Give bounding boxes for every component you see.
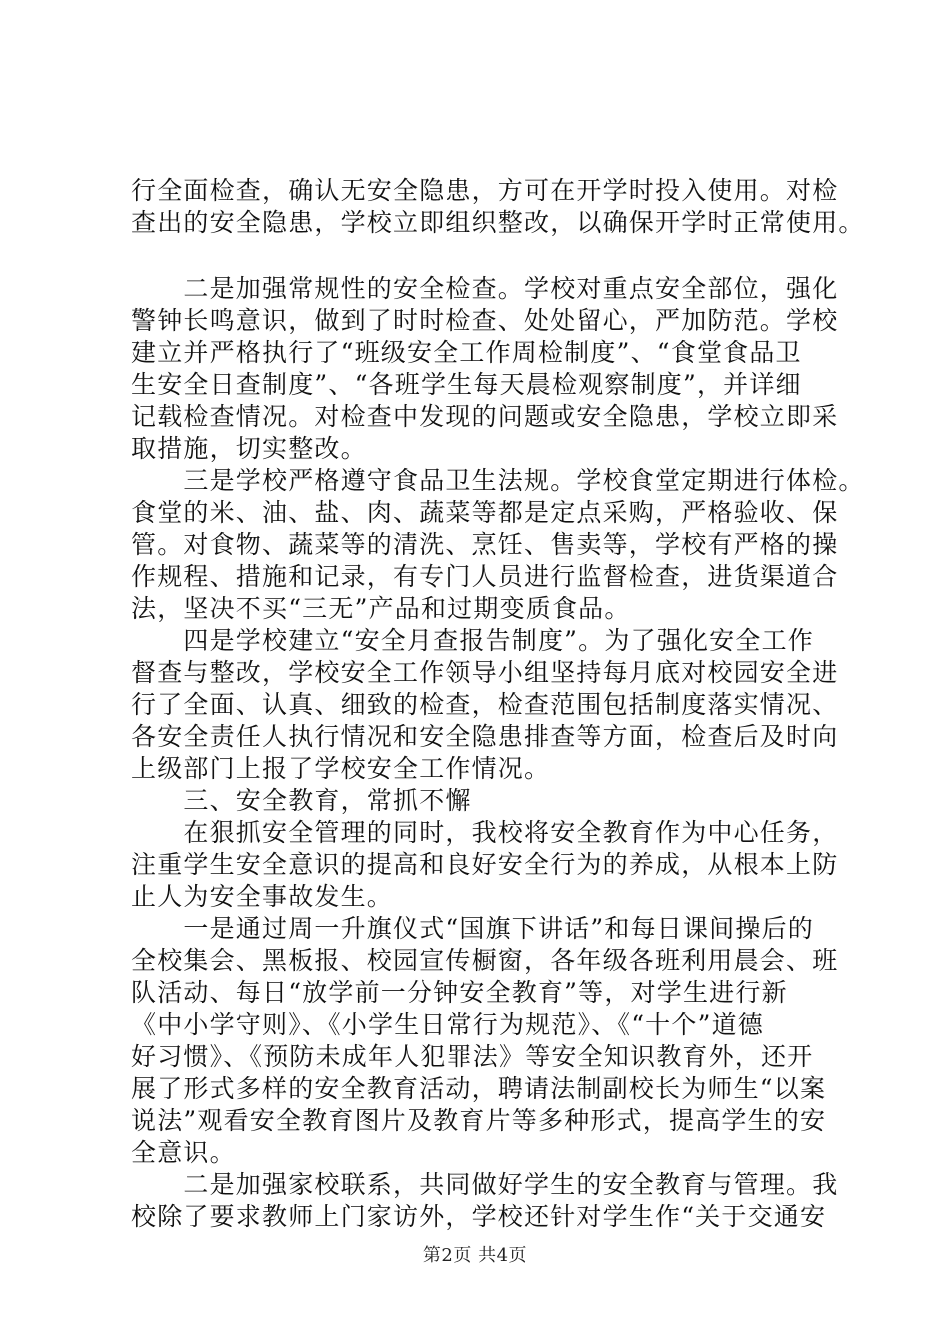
paragraph (131, 913, 839, 1169)
paragraph (131, 785, 831, 817)
document-body (131, 175, 865, 1233)
text-line: 一是通过周一升旗仪式“国旗下讲话”和每日课间操后的 (131, 914, 814, 943)
text-line: 记载检查情况。对检查中发现的问题或安全隐患，学校立即采 (131, 402, 839, 431)
text-line: 展了形式多样的安全教育活动，聘请法制副校长为师生“以案 (131, 1074, 827, 1103)
paragraph (131, 175, 865, 239)
text-line: 作规程、措施和记录，有专门人员进行监督检查，进货渠道合 (131, 562, 839, 591)
text-line: 二是加强家校联系，共同做好学生的安全教育与管理。我 (131, 1170, 839, 1199)
page-footer: 第2页 共4页 (422, 1245, 528, 1266)
text-line: 说法”观看安全教育图片及教育片等多种形式，提高学生的安 (131, 1106, 827, 1135)
text-line: 行全面检查，确认无安全隐患，方可在开学时投入使用。对检 (131, 176, 839, 205)
text-line: 建立并严格执行了“班级安全工作周检制度”、“食堂食品卫 (131, 338, 802, 367)
text-line: 校除了要求教师上门家访外，学校还针对学生作“关于交通安 (131, 1202, 827, 1231)
text-line: 法，坚决不买“三无”产品和过期变质食品。 (131, 594, 631, 623)
text-line: 止人为安全事故发生。 (131, 882, 394, 911)
paragraph (131, 625, 839, 785)
text-line: 在狠抓安全管理的同时，我校将安全教育作为中心任务， (131, 818, 839, 847)
paragraph-gap (131, 239, 831, 273)
text-line: 注重学生安全意识的提高和良好安全行为的养成，从根本上防 (131, 850, 839, 879)
paragraph (131, 817, 839, 913)
text-line: 食堂的米、油、盐、肉、蔬菜等都是定点采购，严格验收、保 (131, 498, 839, 527)
text-line: 《中小学守则》、《小学生日常行为规范》、《“十个”道德 (131, 1010, 764, 1039)
text-line: 四是学校建立“安全月查报告制度”。为了强化安全工作 (131, 626, 814, 655)
text-line: 警钟长鸣意识，做到了时时检查、处处留心，严加防范。学校 (131, 306, 839, 335)
text-line: 三、安全教育，常抓不懈 (131, 786, 472, 815)
paragraph (131, 273, 839, 465)
text-line: 生安全日查制度”、“各班学生每天晨检观察制度”，并详细 (131, 370, 802, 399)
text-line: 各安全责任人执行情况和安全隐患排查等方面，检查后及时向 (131, 722, 839, 751)
paragraph (131, 1169, 839, 1233)
text-line: 督查与整改，学校安全工作领导小组坚持每月底对校园安全进 (131, 658, 839, 687)
text-line: 行了全面、认真、细致的检查，检查范围包括制度落实情况、 (131, 690, 839, 719)
text-line: 管。对食物、蔬菜等的清洗、烹饪、售卖等，学校有严格的操 (131, 530, 839, 559)
text-line: 三是学校严格遵守食品卫生法规。学校食堂定期进行体检。 (131, 466, 865, 495)
text-line: 二是加强常规性的安全检查。学校对重点安全部位，强化 (131, 274, 839, 303)
text-line: 取措施，切实整改。 (131, 434, 367, 463)
paragraph (131, 465, 865, 625)
text-line: 队活动、每日“放学前一分钟安全教育”等，对学生进行新 (131, 978, 788, 1007)
text-line: 全意识。 (131, 1138, 236, 1167)
text-line: 全校集会、黑板报、校园宣传橱窗，各年级各班利用晨会、班 (131, 946, 839, 975)
text-line: 查出的安全隐患，学校立即组织整改，以确保开学时正常使用。 (131, 208, 865, 237)
text-line: 好习惯》、《预防未成年人犯罪法》等安全知识教育外，还开 (131, 1042, 814, 1071)
text-line: 上级部门上报了学校安全工作情况。 (131, 754, 551, 783)
